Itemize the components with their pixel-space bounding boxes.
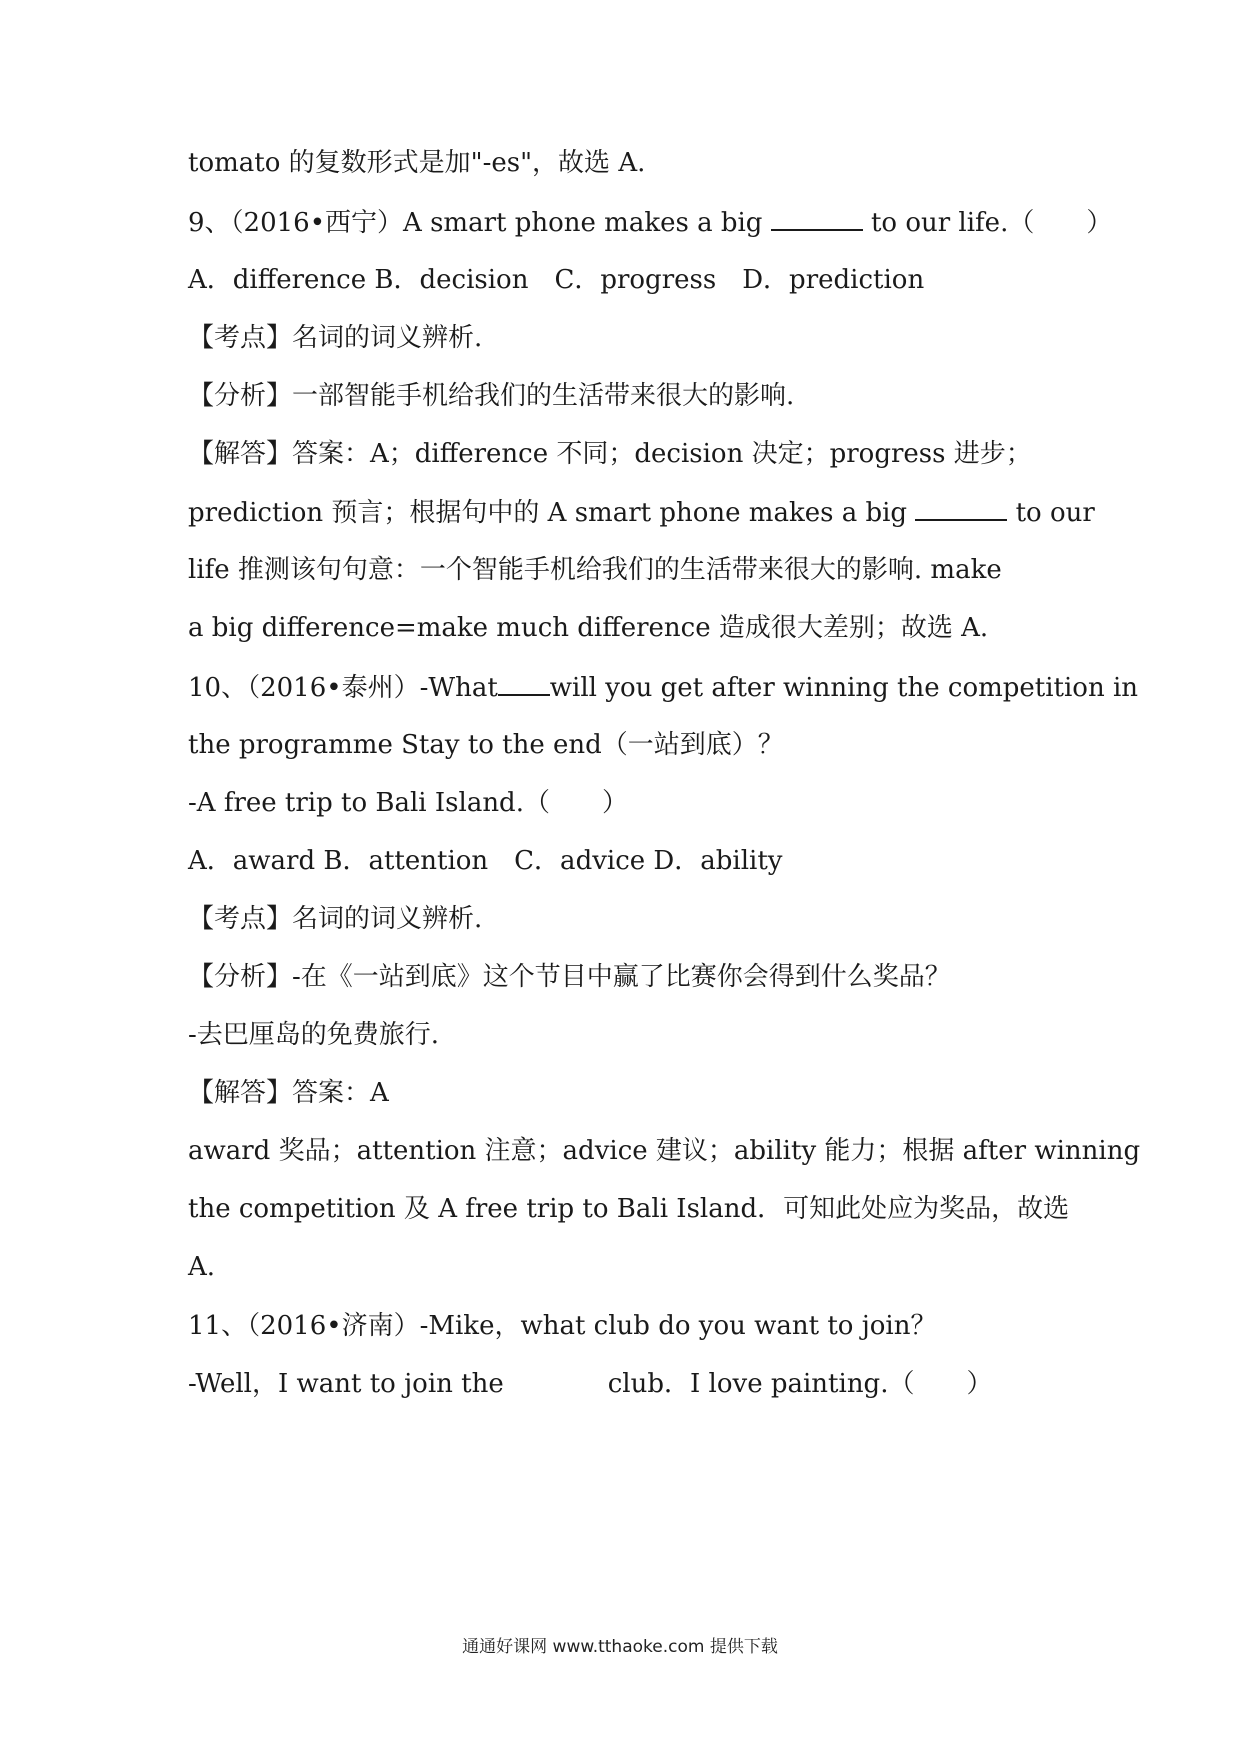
line-text: 【解答】答案：A [188, 1078, 389, 1108]
question-10-point [188, 902, 1068, 936]
line-text: -A free trip to Bali Island.（ ） [188, 788, 628, 818]
question-11-reply [188, 1367, 1068, 1401]
question-10-answer-cont [188, 1250, 1068, 1284]
question-9-stem [188, 205, 1113, 240]
question-9-analysis [188, 379, 1068, 413]
page-footer: 通通好课网 www.tthaoke.com 提供下载 [462, 1637, 778, 1657]
line-text: 【考点】名词的词义辨析. [188, 323, 483, 353]
line-text: the programme Stay to the end（一站到底）？ [188, 730, 784, 760]
text-line [188, 146, 1068, 180]
line-text: 【解答】答案：A；difference 不同；decision 决定；progress 进步； [188, 439, 1032, 469]
line-text: tomato 的复数形式是加"-es"，故选 A. [188, 148, 646, 178]
line-text: A．award B．attention C．advice D．ability [188, 846, 783, 876]
line-text: 【分析】-在《一站到底》这个节目中赢了比赛你会得到什么奖品？ [188, 962, 951, 992]
line-text: 9、（2016•西宁）A smart phone makes a big [188, 208, 771, 238]
line-text: the competition 及 A free trip to Bali Island．可知此处应为奖品，故选 [188, 1194, 1070, 1224]
question-10-reply [188, 786, 1068, 820]
line-text: -去巴厘岛的免费旅行. [188, 1020, 440, 1050]
question-9-answer-cont [188, 553, 1068, 587]
line-text: 【考点】名词的词义辨析. [188, 904, 483, 934]
question-9-answer-cont [188, 495, 1095, 530]
line-text: award 奖品；attention 注意；advice 建议；ability 能力；根据 after winning [188, 1136, 1141, 1166]
answer-blank [771, 205, 863, 231]
question-10-stem-cont [188, 728, 1068, 762]
question-10-answer-cont [188, 1192, 1068, 1226]
line-text: life 推测该句句意：一个智能手机给我们的生活带来很大的影响. make [188, 555, 1002, 585]
line-text: 11、（2016•济南）-Mike，what club do you want to join？ [188, 1311, 937, 1341]
line-text: prediction 预言；根据句中的 A smart phone makes a big [188, 498, 916, 528]
question-10-options [188, 844, 1068, 878]
question-10-stem [188, 670, 1139, 705]
question-10-answer-cont [188, 1134, 1141, 1168]
line-text: to our [1007, 498, 1095, 528]
question-10-analysis [188, 960, 1068, 994]
question-9-options [188, 263, 1068, 297]
line-text: A．difference B．decision C．progress D．prediction [188, 265, 925, 295]
question-9-answer [188, 437, 1068, 471]
line-text: to our life.（ ） [862, 208, 1113, 238]
line-text: a big difference=make much difference 造成很大差别；故选 A. [188, 613, 989, 643]
question-9-answer-cont [188, 611, 1068, 645]
question-11-stem [188, 1309, 1068, 1343]
line-text: club．I love painting.（ ） [607, 1369, 993, 1399]
line-text: A. [188, 1252, 216, 1282]
question-9-point [188, 321, 1068, 355]
question-10-answer [188, 1076, 1068, 1110]
line-text: -Well，I want to join the [188, 1369, 504, 1399]
answer-blank [915, 495, 1007, 521]
line-text: 【分析】一部智能手机给我们的生活带来很大的影响. [188, 381, 795, 411]
question-10-analysis-cont [188, 1018, 1068, 1052]
line-text: will you get after winning the competition in [549, 673, 1139, 703]
line-text: 10、（2016•泰州）-What [188, 673, 498, 703]
answer-blank [498, 670, 550, 696]
